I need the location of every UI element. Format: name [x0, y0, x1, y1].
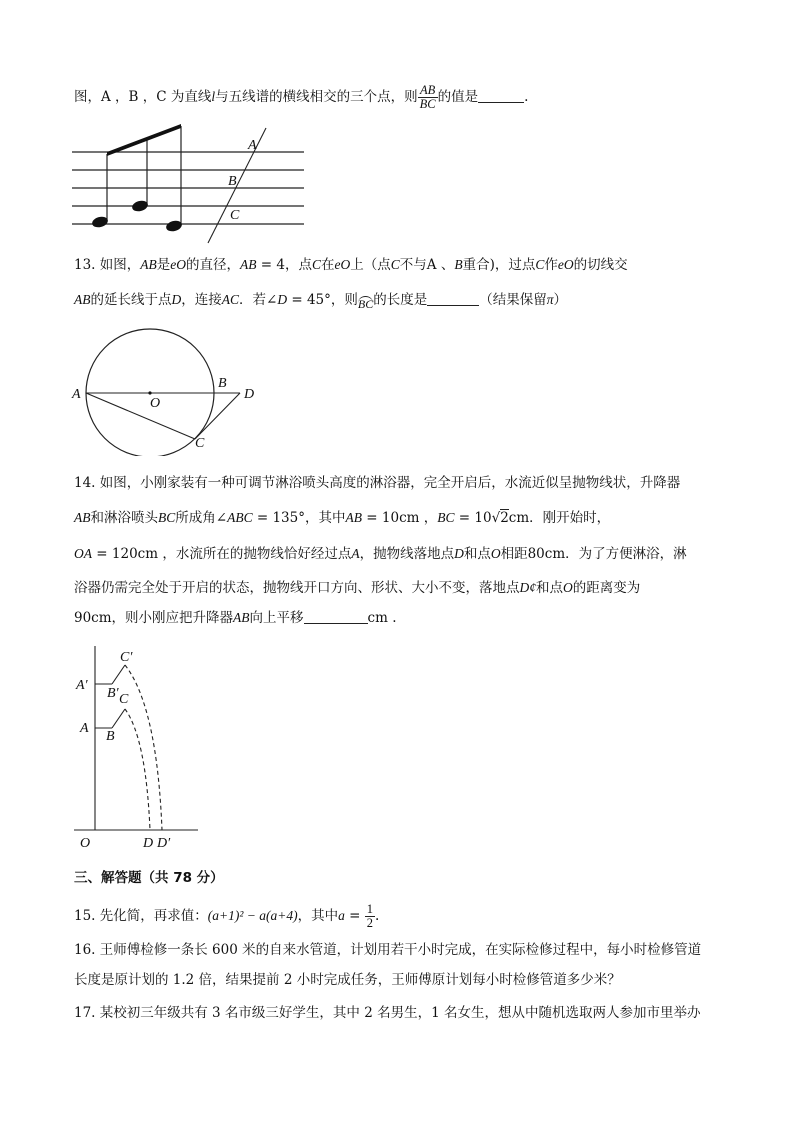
point-d-label: D — [244, 387, 255, 402]
center-dot — [148, 391, 151, 394]
arc-bc: BC — [357, 297, 374, 311]
q14-line1: 14. 如图，小刚家装有一种可调节淋浴喷头高度的淋浴器，完全开启后，水流近似呈抛物线状，升降器 — [74, 475, 681, 491]
note-head — [91, 215, 109, 229]
sqrt-sign: √ — [491, 510, 501, 526]
q14-line5: 90cm，则小刚应把升降器AB向上平移 cm . — [74, 610, 397, 626]
section-heading: 三、解答题（共 78 分） — [74, 870, 224, 886]
nozzle-bc — [112, 709, 125, 728]
point-o-label: O — [80, 836, 91, 851]
parabola-shifted — [125, 665, 162, 830]
shower-figure — [70, 646, 205, 852]
one-half-fraction: $\frac{1}{2}$ — [366, 902, 374, 930]
point-a-label: A — [80, 721, 89, 736]
point-a2-label: A′ — [76, 678, 88, 693]
point-c2-label: C′ — [120, 650, 133, 665]
q13-line2: AB的延长线于点D，连接AC．若∠D = 45°，则BC的长度是 （结果保留π） — [74, 292, 568, 311]
music-staff-figure — [66, 118, 311, 246]
q12-text: 图，A ，B ，C 为直线l与五线谱的横线相交的三个点，则 $\frac{AB}{BC}$ 的值是 . — [74, 83, 529, 111]
point-d-label: D — [143, 836, 154, 851]
q13-answer-blank[interactable] — [427, 291, 479, 306]
note-beam — [107, 124, 181, 156]
point-b-label: B — [218, 376, 227, 391]
q13-line1: 13. 如图，AB是eO的直径，AB = 4，点C在eO上（点C不与A 、B重合)，过点C作eO的切线交 — [74, 257, 628, 273]
nozzle-b2c2 — [112, 665, 125, 684]
line-l — [208, 128, 266, 243]
point-b2-label: B′ — [107, 686, 119, 701]
point-c-label: C — [230, 208, 240, 223]
note-head — [165, 219, 183, 233]
q14-line3: OA = 120cm ，水流所在的抛物线恰好经过点A，抛物线落地点D和点O相距80cm．为了方便淋浴，淋 — [74, 546, 687, 562]
parabola-original — [125, 709, 150, 830]
q15-expression: (a+1)² − a(a+4) — [207, 908, 298, 923]
q14-answer-blank[interactable] — [304, 609, 368, 624]
point-o-label: O — [150, 396, 161, 411]
point-a-label: A — [72, 387, 81, 402]
q17-line1: 17. 某校初三年级共有 3 名市级三好学生，其中 2 名男生，1 名女生，想从中随机选取两人参加市里举办 — [74, 1005, 701, 1021]
note-head — [131, 199, 149, 213]
q14-line4: 浴器仍需完全处于开启的状态，抛物线开口方向、形状、大小不变，落地点D¢和点O的距离变为 — [74, 580, 641, 596]
tangent-cd — [195, 393, 240, 439]
q15-text: 15. 先化简，再求值：(a+1)² − a(a+4)，其中a = $\frac{1}{2}$ . — [74, 902, 380, 930]
sqrt-radicand: 2 — [500, 510, 509, 526]
segment-ac — [86, 393, 195, 439]
point-a-label: A — [248, 138, 257, 153]
q14-line2: AB和淋浴喷头BC所成角∠ABC = 135°，其中AB = 10cm ，BC = 10√2cm．刚开始时， — [74, 510, 611, 526]
ab-over-bc-fraction: $\frac{AB}{BC}$ — [419, 83, 436, 111]
point-c-label: C — [195, 436, 205, 451]
point-b-label: B — [228, 174, 237, 189]
q16-line1: 16. 王师傅检修一条长 600 米的自来水管道，计划用若干小时完成，在实际检修过程中，每小时检修管道 — [74, 942, 702, 958]
point-b-label: B — [106, 729, 115, 744]
q16-line2: 长度是原计划的 1.2 倍，结果提前 2 小时完成任务，王师傅原计划每小时检修管道多少米？ — [74, 972, 621, 988]
circle-figure — [64, 326, 268, 456]
point-c-label: C — [119, 692, 129, 707]
q12-answer-blank[interactable] — [478, 88, 524, 103]
point-d2-label: D′ — [157, 836, 171, 851]
